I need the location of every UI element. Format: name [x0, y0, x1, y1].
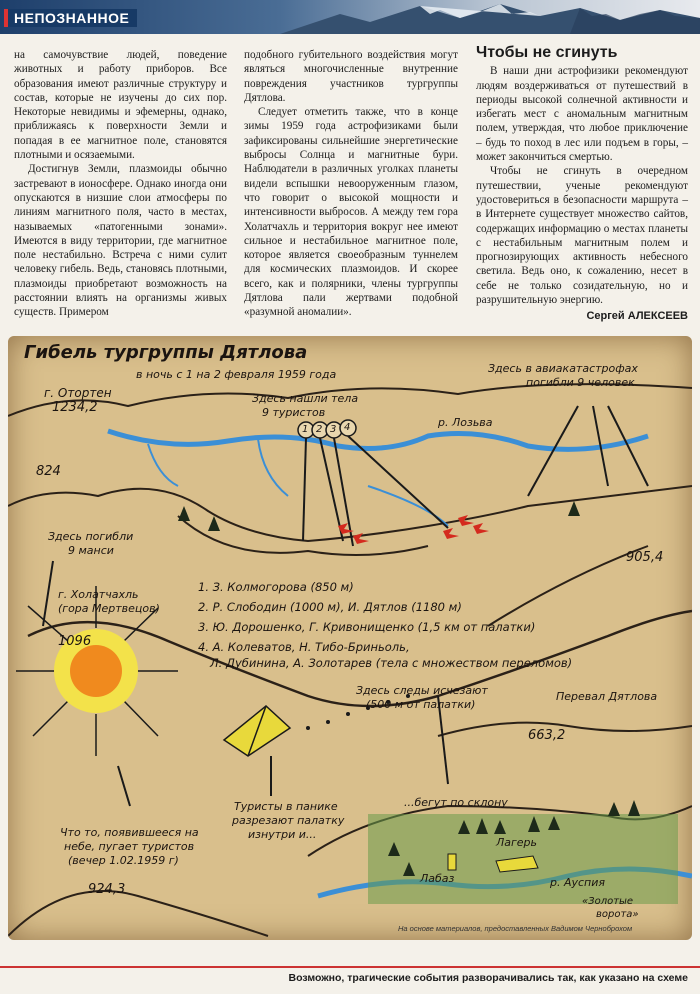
label-river-auspiya: р. Ауспия [550, 876, 606, 889]
col1-paragraph-1: на самочувствие людей, поведение животных и работу приборов. Все образования имеют различные структуру и состав, которые не изучены до сих пор. Некоторые невидимы и эфемерны, однако, приближаясь к поверхности Земли и попадая в ее магнитное поле, становятся плотными и осязаемыми. [14, 49, 227, 162]
dyatlov-map [8, 336, 692, 940]
article-column-2 [244, 48, 458, 320]
label-found-bodies: Здесь нашли тела [252, 392, 359, 405]
label-peak-824: 824 [36, 464, 61, 479]
map-subtitle: в ночь с 1 на 2 февраля 1959 года [136, 368, 337, 381]
label-ufo-3: (вечер 1.02.1959 г) [68, 854, 179, 867]
label-kholat-alt: (гора Мертвецов) [58, 602, 160, 615]
label-peak-6632: 663,2 [528, 728, 566, 743]
victim-list-4: 4. А. Колеватов, Н. Тибо-Бриньоль, [198, 640, 410, 654]
label-labaz: Лабаз [420, 872, 455, 885]
marker-1: 1 [302, 424, 309, 435]
marker-4: 4 [344, 422, 351, 433]
section-heading: Чтобы не сгинуть [476, 44, 618, 61]
label-river-lozva: р. Лозьва [438, 416, 493, 429]
victim-list-2: 2. Р. Слободин (1000 м), И. Дятлов (1180 м) [198, 600, 462, 614]
victim-list-1: 1. З. Колмогорова (850 м) [198, 580, 354, 594]
col3-paragraph-1: В наши дни астрофизики рекомендуют людям воздерживаться от путешествий в периоды высокой солнечной активности и избегать мест с аномальным магнитным полем, утверждая, что любое приключение – будь то поход в лес или подъем в горы, – может закончиться смертью. [476, 65, 688, 164]
article-column-3 [476, 44, 688, 324]
label-peak-9054: 905,4 [626, 550, 664, 565]
col2-paragraph-2: Следует отметить также, что в конце зимы 1959 года астрофизиками были зафиксированы сильнейшие энергетические выбросы Солнца и магнитные бури. Наблюдатели в различных уголках планеты видели вспышки невооруженным глазом, что говорит о высокой мощности и интенсивности выбросов. А между тем гора Холатчахль и территория вокруг нее имеют сильное и нестабильное магнитное поле, которое является своеобразным туннелем для космических плазмоидов. И скорее всего, как и полярники, члены тургруппы Дятлова пали жертвами подобной «разумной аномалии». [244, 106, 458, 319]
label-found-bodies-2: 9 туристов [262, 406, 326, 419]
mountains-banner [280, 0, 700, 34]
label-tourists-panic-3: изнутри и... [248, 828, 317, 841]
col2-paragraph-1: подобного губительного воздействия могут являться многочисленные внутренние повреждения участников тургруппы Дятлова. [244, 49, 458, 104]
caption-divider [0, 966, 700, 968]
label-golden-gates-2: ворота» [596, 909, 639, 920]
label-otorten-height: 1234,2 [52, 400, 98, 415]
victim-list-3: 3. Ю. Дорошенко, Г. Кривонищенко (1,5 км от палатки) [198, 620, 536, 634]
col3-paragraph-2: Чтобы не сгинуть в очередном путешествии, ученые рекомендуют удостовериться в безопасности маршрута – в Интернете существует множество сайтов, содержащих информацию о местах планеты с нестабильным магнитным полем и прогнозирующих активность небесного светила. Ведь оно, к сожалению, несет в себе не только созидательную, но и разрушительную энергию. [476, 165, 688, 307]
label-tourists-panic-2: разрезают палатку [232, 814, 345, 827]
label-camp: Лагерь [496, 836, 538, 849]
marker-3: 3 [330, 424, 337, 435]
label-plane-crash: Здесь в авиакатастрофах [488, 362, 638, 375]
label-golden-gates: «Золотые [582, 896, 634, 907]
label-peak-1096: 1096 [58, 634, 92, 649]
label-peak-9243: 924,3 [88, 882, 126, 897]
map-caption: Возможно, трагические события разворачивались так, как указано на схеме [288, 972, 688, 984]
label-ufo-2: небе, пугает туристов [64, 840, 195, 853]
label-traces-end-2: (500 м от палатки) [366, 698, 476, 711]
article-column-1 [14, 48, 227, 320]
label-mansi-died-2: 9 манси [68, 544, 114, 557]
map-credit: На основе материалов, предоставленных Вадимом Черноброхом [398, 924, 633, 933]
label-tourists-panic: Туристы в панике [234, 800, 338, 813]
page-header [0, 0, 700, 34]
label-kholat: г. Холатчахль [58, 588, 139, 601]
victim-list-4b: Л. Дубинина, А. Золотарев (тела с множеством переломов) [210, 656, 573, 670]
label-traces-end: Здесь следы исчезают [356, 684, 488, 697]
section-tag: НЕПОЗНАННОЕ [4, 9, 137, 27]
label-run-slope: ...бегут по склону [404, 796, 508, 809]
col1-paragraph-2: Достигнув Земли, плазмоиды обычно застревают в ионосфере. Однако иногда они опускаются в низшие слои атмосферы по линиям магнитного поля, часто в местах, называемых «патогенными зонами». Имеются в виду территории, где магнитное поле нестабильно. Встреча с ними сулит человеку гибель. Ведь, становясь плотными, плазмоиды приобретают возможность на расстоянии влиять на организмы живых существ. Примером [14, 163, 227, 319]
label-ufo: Что то, появившееся на [60, 826, 199, 839]
label-pass: Перевал Дятлова [556, 690, 658, 703]
label-mansi-died: Здесь погибли [48, 530, 134, 543]
tent-icon [224, 706, 290, 756]
label-plane-crash-2: погибли 9 человек [526, 376, 635, 389]
author-byline: Сергей АЛЕКСЕЕВ [586, 310, 688, 323]
map-title: Гибель тургруппы Дятлова [24, 342, 308, 363]
label-otorten: г. Отортен [44, 386, 112, 400]
marker-2: 2 [316, 424, 323, 435]
